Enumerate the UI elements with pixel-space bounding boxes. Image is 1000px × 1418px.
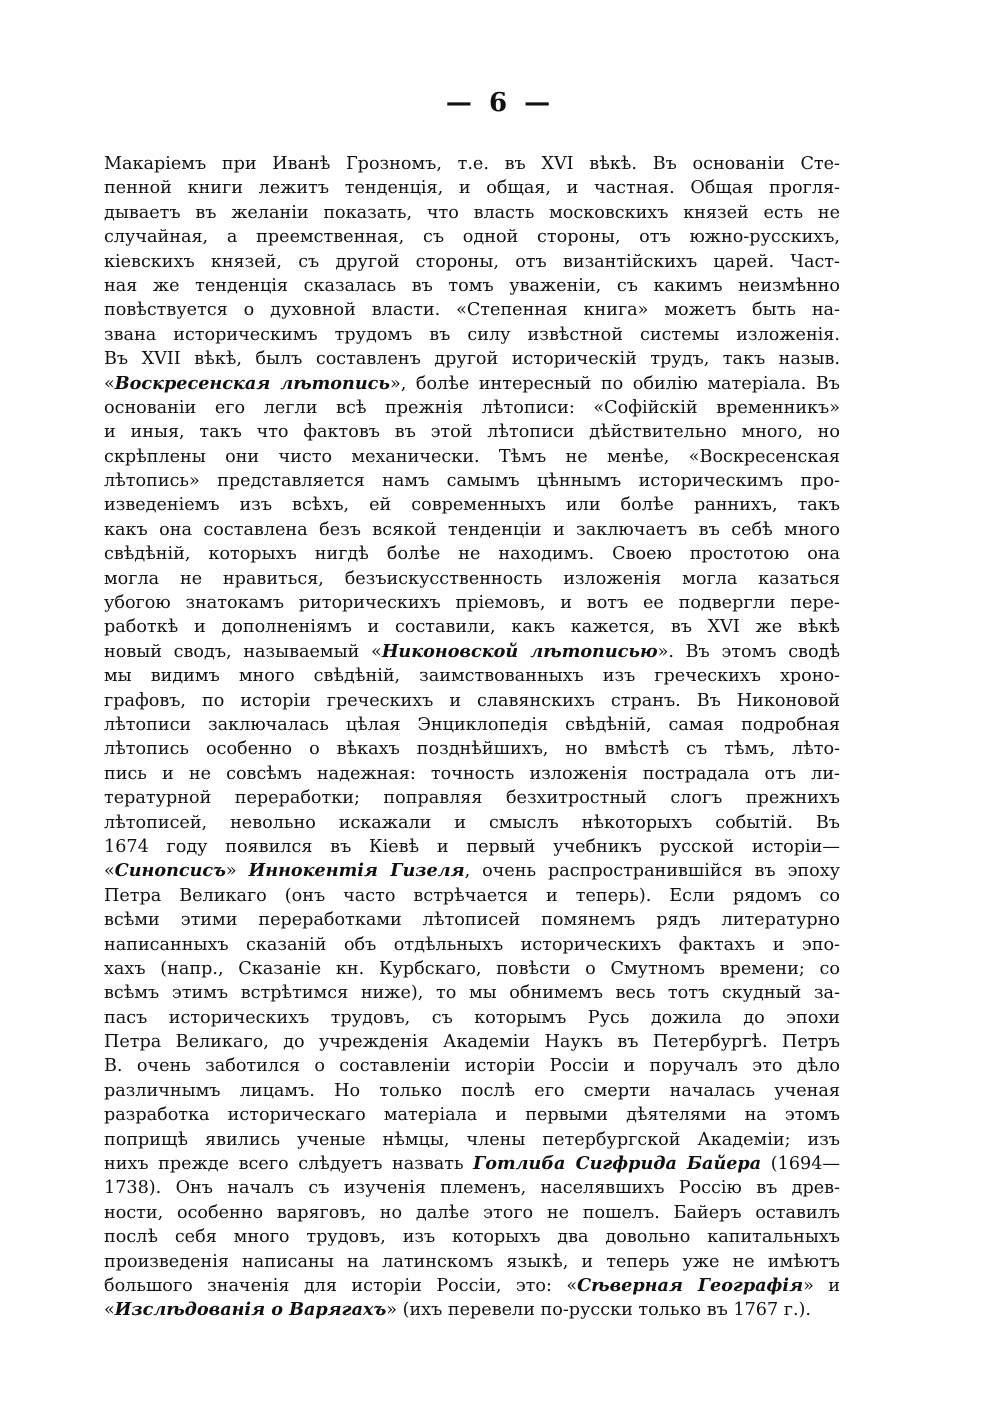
text-line bbox=[104, 567, 840, 591]
text-segment: пенной книги лежитъ тенденція, и общая, и частная. Общая прогля- bbox=[104, 178, 840, 199]
text-line bbox=[104, 323, 840, 347]
text-line bbox=[104, 372, 840, 396]
text-line bbox=[104, 445, 840, 469]
text-segment: лѣтописей, невольно искажали и смыслъ нѣкоторыхъ событій. Въ bbox=[104, 812, 840, 833]
text-line bbox=[104, 1274, 840, 1298]
text-line bbox=[104, 933, 840, 957]
text-segment: какъ она составлена безъ всякой тенденціи и заключаетъ въ себѣ много bbox=[104, 519, 840, 540]
text-line bbox=[104, 420, 840, 444]
text-segment: Петра Великаго, до учрежденія Академіи Наукъ въ Петербургѣ. Петръ bbox=[104, 1032, 840, 1053]
italic-title-text: Синопсисъ bbox=[114, 860, 226, 882]
text-line bbox=[104, 981, 840, 1005]
text-segment: скрѣплены они чисто механически. Тѣмъ не менѣе, «Воскресенская bbox=[104, 446, 840, 467]
text-segment: случайная, а преемственная, съ одной стороны, отъ южно-русскихъ, bbox=[104, 227, 840, 248]
text-segment: всѣми этими переработками лѣтописей помянемъ рядъ литературно bbox=[104, 910, 840, 931]
text-line bbox=[104, 201, 840, 225]
text-line bbox=[104, 152, 840, 176]
text-line bbox=[104, 1054, 840, 1078]
text-line bbox=[104, 786, 840, 810]
text-segment: звана историческимъ трудомъ въ силу извѣстной системы изложенія. bbox=[104, 324, 840, 345]
text-line bbox=[104, 1128, 840, 1152]
text-line bbox=[104, 1298, 840, 1322]
text-segment: 1738). Онъ началъ съ изученія племенъ, населявшихъ Россію въ древ- bbox=[104, 1178, 840, 1199]
italic-title-text: Изслѣдованія о Варягахъ bbox=[114, 1299, 387, 1321]
text-segment: графовъ, по исторіи греческихъ и славянскихъ странъ. Въ Никоновой bbox=[104, 690, 840, 711]
text-segment: 1674 году появился въ Кіевѣ и первый учебникъ русской исторіи— bbox=[104, 836, 840, 857]
text-segment: изведеніемъ изъ всѣхъ, ей современныхъ или болѣе раннихъ, такъ bbox=[104, 495, 840, 516]
text-segment: » и bbox=[803, 1275, 840, 1296]
text-segment: Петра Великаго (онъ часто встрѣчается и теперь). Если рядомъ со bbox=[104, 885, 840, 906]
text-segment: большого значенія для исторіи Россіи, это: « bbox=[104, 1275, 578, 1296]
text-line bbox=[104, 396, 840, 420]
text-line bbox=[104, 689, 840, 713]
text-line bbox=[104, 811, 840, 835]
text-line bbox=[104, 469, 840, 493]
text-line bbox=[104, 1176, 840, 1200]
text-line bbox=[104, 591, 840, 615]
text-segment: всѣмъ этимъ встрѣтимся ниже), то мы обнимемъ весь тотъ скудный за- bbox=[104, 983, 840, 1004]
text-line bbox=[104, 518, 840, 542]
text-line bbox=[104, 1030, 840, 1054]
text-line bbox=[104, 1201, 840, 1225]
text-line bbox=[104, 859, 840, 883]
text-segment: лѣтопись особенно о вѣкахъ позднѣйшихъ, но вмѣстѣ съ тѣмъ, лѣто- bbox=[104, 739, 840, 760]
text-line bbox=[104, 1250, 840, 1274]
text-line bbox=[104, 347, 840, 371]
italic-title-text: Сѣверная Географія bbox=[577, 1274, 804, 1296]
text-segment: мы видимъ много свѣдѣній, заимствованныхъ изъ греческихъ хроно- bbox=[104, 666, 840, 687]
text-line bbox=[104, 1152, 840, 1176]
text-line bbox=[104, 1006, 840, 1030]
text-segment: кіевскихъ князей, съ другой стороны, отъ византійскихъ царей. Част- bbox=[104, 251, 840, 272]
text-line bbox=[104, 1225, 840, 1249]
text-segment: ». Въ этомъ сводѣ bbox=[657, 641, 840, 662]
text-segment: пасъ историческихъ трудовъ, съ которымъ Русь дожила до эпохи bbox=[104, 1007, 840, 1028]
text-line bbox=[104, 835, 840, 859]
text-line bbox=[104, 762, 840, 786]
text-segment: работкѣ и дополненіямъ и составили, какъ кажется, въ XVI же вѣкѣ bbox=[104, 617, 840, 638]
text-segment: « bbox=[104, 373, 115, 394]
text-segment: разработка историческаго матеріала и первыми дѣятелями на этомъ bbox=[104, 1105, 840, 1126]
text-line bbox=[104, 542, 840, 566]
text-segment: и иныя, такъ что фактовъ въ этой лѣтописи дѣйствительно много, но bbox=[104, 422, 840, 443]
text-segment: пись и не совсѣмъ надежная: точность изложенія пострадала отъ ли- bbox=[104, 763, 840, 784]
text-line bbox=[104, 298, 840, 322]
text-segment: Макаріемъ при Иванѣ Грозномъ, т.е. въ XVI вѣкѣ. Въ основаніи Сте- bbox=[104, 154, 840, 174]
text-segment: различнымъ лицамъ. Но только послѣ его смерти началась ученая bbox=[104, 1080, 840, 1101]
text-segment: произведенія написаны на латинскомъ языкѣ, и теперь уже не имѣютъ bbox=[104, 1251, 840, 1272]
text-segment: новый сводъ, называемый « bbox=[104, 641, 382, 662]
text-segment: нихъ прежде всего слѣдуетъ назвать bbox=[104, 1154, 474, 1175]
text-segment: лѣтописи заключалась цѣлая Энциклопедія свѣдѣній, самая подробная bbox=[104, 714, 840, 735]
text-segment: » (ихъ перевели по-русски только въ 1767 г.). bbox=[386, 1300, 812, 1321]
text-line bbox=[104, 908, 840, 932]
text-line bbox=[104, 640, 840, 664]
text-segment: ная же тенденція сказалась въ томъ уваженіи, съ какимъ неизмѣнно bbox=[104, 275, 840, 296]
text-segment: дываетъ въ желаніи показать, что власть московскихъ князей есть не bbox=[104, 202, 840, 223]
text-segment: свѣдѣній, которыхъ нигдѣ болѣе не находимъ. Своею простотою она bbox=[104, 544, 840, 565]
text-segment: « bbox=[104, 1300, 115, 1321]
italic-title-text: Воскресенская лѣтопись bbox=[114, 372, 390, 394]
text-line bbox=[104, 713, 840, 737]
text-segment: написанныхъ сказаній объ отдѣльныхъ историческихъ фактахъ и эпо- bbox=[104, 934, 840, 955]
text-line bbox=[104, 1103, 840, 1127]
text-segment: тературной переработки; поправляя безхитростный слогъ прежнихъ bbox=[104, 788, 840, 809]
italic-title-text: Никоновской лѣтописью bbox=[381, 640, 658, 662]
text-line bbox=[104, 176, 840, 200]
text-segment: лѣтопись» представляется намъ самымъ цѣннымъ историческимъ про- bbox=[104, 471, 840, 492]
text-line bbox=[104, 737, 840, 761]
text-segment: послѣ себя много трудовъ, изъ которыхъ два довольно капитальныхъ bbox=[104, 1227, 840, 1248]
text-line bbox=[104, 493, 840, 517]
text-segment: Въ XVII вѣкѣ, былъ составленъ другой историческій трудъ, такъ назыв. bbox=[104, 349, 840, 370]
text-line bbox=[104, 957, 840, 981]
text-line bbox=[104, 884, 840, 908]
text-segment: поприщѣ явились ученые нѣмцы, члены петербургской Академіи; изъ bbox=[104, 1129, 840, 1150]
text-segment: убогою знатокамъ риторическихъ пріемовъ, и вотъ ее подвергли пере- bbox=[104, 593, 840, 614]
text-line bbox=[104, 1079, 840, 1103]
text-segment: основаніи его легли всѣ прежнія лѣтописи: «Софійскій временникъ» bbox=[104, 397, 840, 418]
text-segment: (1694— bbox=[761, 1154, 840, 1175]
text-segment: могла не нравиться, безъискусственность изложенія могла казаться bbox=[104, 568, 840, 589]
text-segment: В. очень заботился о составленіи исторіи Россіи и поручалъ это дѣло bbox=[104, 1056, 840, 1077]
text-line bbox=[104, 274, 840, 298]
italic-title-text: Иннокентія Гизеля bbox=[248, 860, 465, 882]
text-segment: » bbox=[225, 861, 249, 882]
text-line bbox=[104, 615, 840, 639]
text-line bbox=[104, 225, 840, 249]
text-line bbox=[104, 250, 840, 274]
italic-title-text: Готлиба Сигфрида Байера bbox=[473, 1153, 762, 1175]
text-segment: ности, особенно варяговъ, но далѣе этого не пошелъ. Байеръ оставилъ bbox=[104, 1202, 840, 1223]
text-segment: », болѣе интересный по обилію матеріала. Въ bbox=[389, 373, 841, 394]
text-segment: , очень распространившійся въ эпоху bbox=[464, 861, 841, 882]
text-segment: хахъ (напр., Сказаніе кн. Курбскаго, повѣсти о Смутномъ времени; со bbox=[104, 958, 840, 979]
text-line bbox=[104, 664, 840, 688]
page-number: — 6 — bbox=[445, 88, 555, 118]
text-segment: повѣствуется о духовной власти. «Степенная книга» можетъ быть на- bbox=[104, 300, 840, 321]
body-text bbox=[104, 152, 840, 1323]
text-segment: « bbox=[104, 861, 115, 882]
